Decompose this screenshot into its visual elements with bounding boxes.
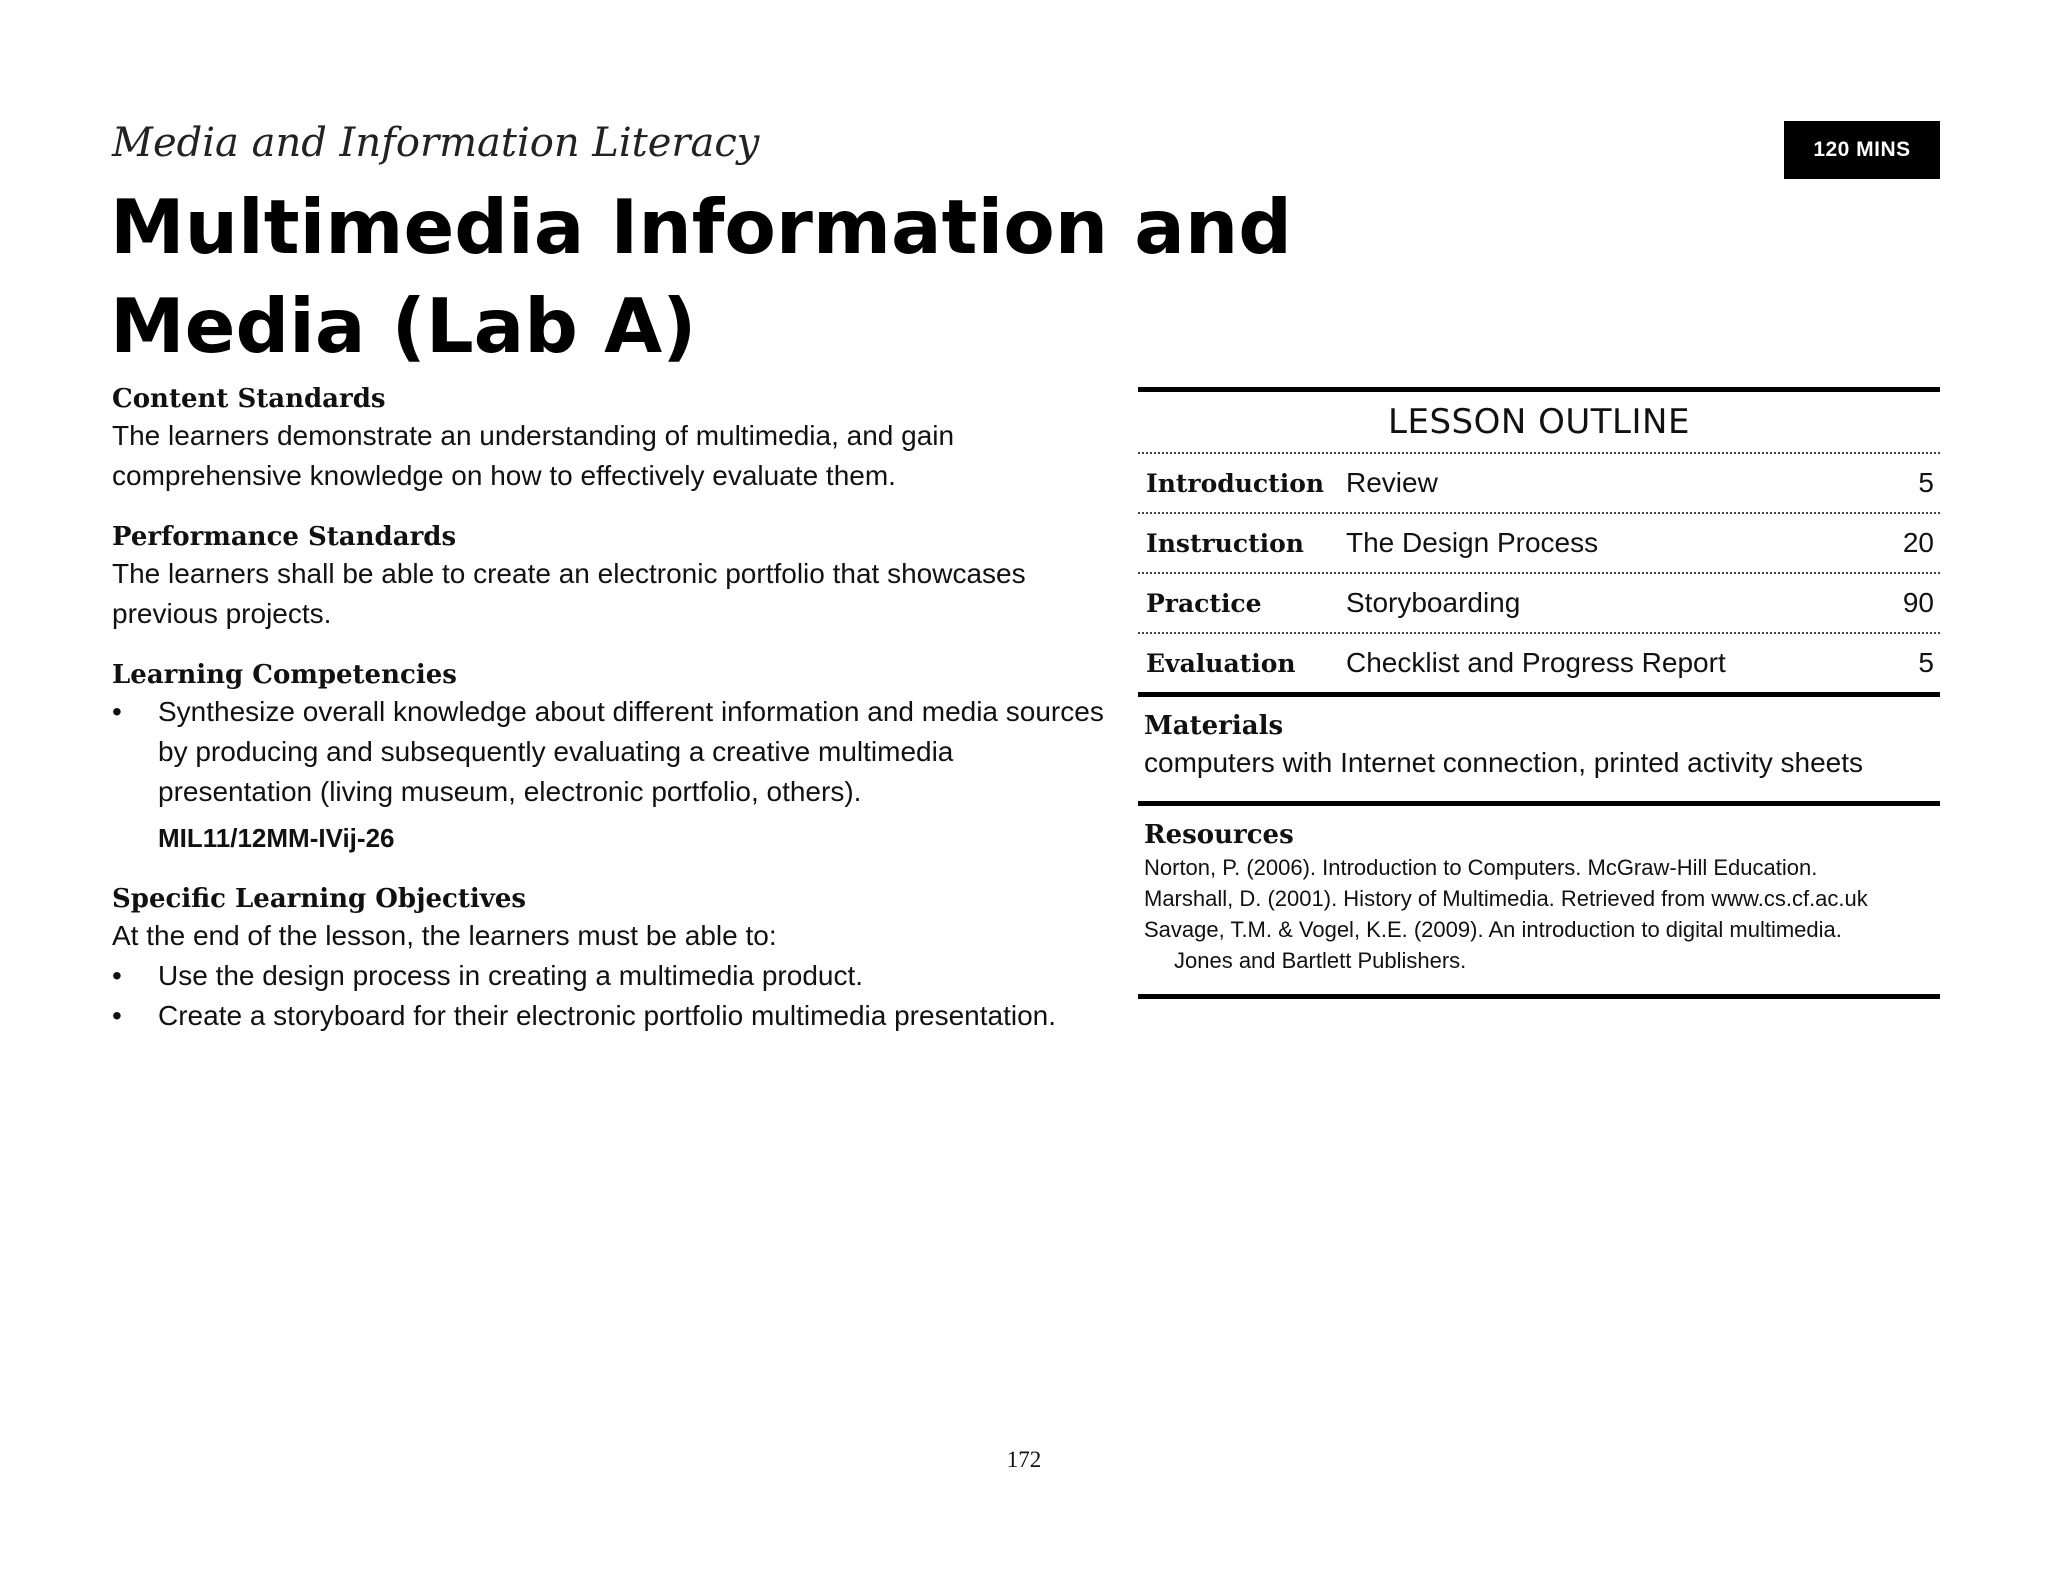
divider <box>1138 994 1940 999</box>
page-number: 172 <box>1006 1447 1042 1472</box>
materials-heading: Materials <box>1144 711 1284 741</box>
outline-phase: Practice <box>1146 588 1262 618</box>
objectives-intro: At the end of the lesson, the learners must be able to: <box>112 920 777 951</box>
learning-competencies-heading: Learning Competencies <box>112 660 457 690</box>
resources-heading: Resources <box>1144 820 1294 850</box>
table-row <box>1138 512 1940 572</box>
materials-text: computers with Internet connection, printed activity sheets <box>1144 747 1864 778</box>
outline-phase: Evaluation <box>1146 648 1296 678</box>
page-title: Multimedia Information and Media (Lab A) <box>110 183 1292 370</box>
objective-text: Use the design process in creating a multimedia product. <box>158 960 864 991</box>
competency-text: Synthesize overall knowledge about different information and media sources by producing and subsequently evaluating a creative multimedia presentation (living museum, electronic portfolio, others). <box>158 696 1104 807</box>
content-standards-heading: Content Standards <box>112 384 386 414</box>
content-standards-text: The learners demonstrate an understanding of multimedia, and gain comprehensive knowledge on how to effectively evaluate them. <box>112 420 955 491</box>
outline-phase: Introduction <box>1146 468 1325 498</box>
outline-minutes: 5 <box>1918 467 1934 498</box>
performance-standards-text: The learners shall be able to create an electronic portfolio that showcases previous projects. <box>112 558 1026 629</box>
lesson-panel <box>1138 387 1940 999</box>
lesson-outline-table <box>1138 387 1940 692</box>
performance-standards-heading: Performance Standards <box>112 522 457 552</box>
bullet-icon: • <box>112 696 122 727</box>
subject-label: Media and Information Literacy <box>112 120 760 166</box>
competency-code: MIL11/12MM-IVij-26 <box>158 823 395 853</box>
performance-standards-section <box>112 520 1112 634</box>
bullet-icon: • <box>112 1000 122 1031</box>
resource-entry: Jones and Bartlett Publishers. <box>1174 948 1467 973</box>
objective-text: Create a storyboard for their electronic portfolio multimedia presentation. <box>158 1000 1056 1031</box>
duration-badge: 120 MINS <box>1784 121 1940 179</box>
content-standards-section <box>112 382 1112 496</box>
outline-activity: The Design Process <box>1346 527 1599 558</box>
outline-minutes: 20 <box>1902 527 1934 558</box>
resource-entry: Marshall, D. (2001). History of Multimedia. Retrieved from www.cs.cf.ac.uk <box>1144 886 1868 911</box>
table-row <box>1138 452 1940 512</box>
objectives-heading: Specific Learning Objectives <box>112 884 527 914</box>
standards-column <box>112 382 1112 1060</box>
table-row <box>1138 632 1940 692</box>
objectives-section <box>112 882 1112 1036</box>
outline-minutes: 90 <box>1902 587 1934 618</box>
lesson-outline-heading: LESSON OUTLINE <box>1388 402 1690 442</box>
resource-entry: Norton, P. (2006). Introduction to Computers. McGraw-Hill Education. <box>1144 855 1818 880</box>
outline-minutes: 5 <box>1918 647 1934 678</box>
list-item <box>112 692 1112 812</box>
outline-activity: Review <box>1346 467 1438 498</box>
resources-box <box>1138 801 1940 994</box>
list-item <box>112 956 1112 996</box>
outline-activity: Storyboarding <box>1346 587 1521 618</box>
resource-entry: Savage, T.M. & Vogel, K.E. (2009). An introduction to digital multimedia. <box>1144 917 1842 942</box>
materials-box <box>1138 692 1940 801</box>
table-row <box>1138 572 1940 632</box>
list-item <box>112 996 1112 1036</box>
outline-activity: Checklist and Progress Report <box>1346 647 1726 678</box>
bullet-icon: • <box>112 960 122 991</box>
outline-phase: Instruction <box>1146 528 1304 558</box>
learning-competencies-section <box>112 658 1112 858</box>
